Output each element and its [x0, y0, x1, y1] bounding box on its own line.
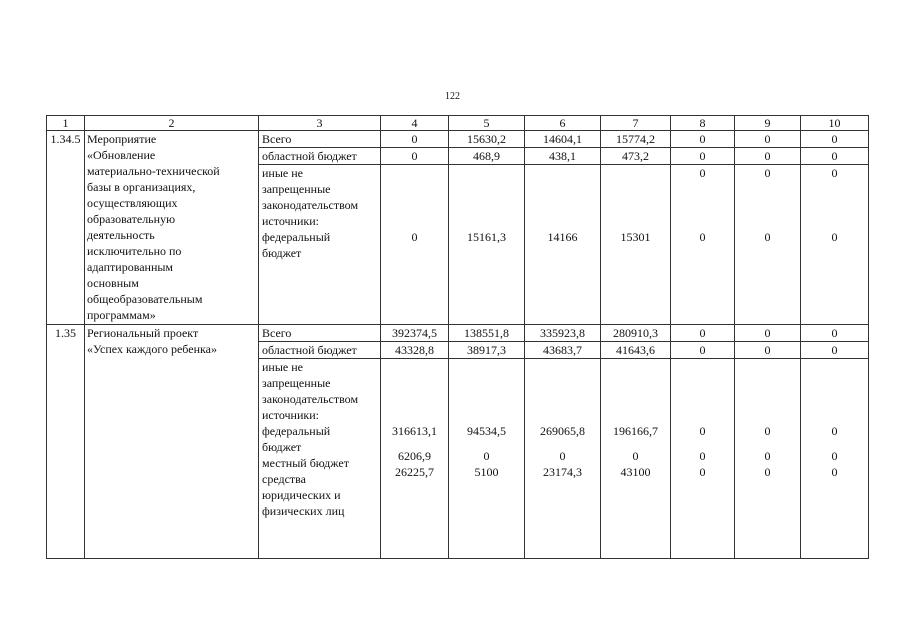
- value-cell: 15774,2: [601, 131, 671, 148]
- header-cell: 8: [671, 116, 735, 131]
- value-cell: 0: [735, 325, 801, 342]
- value-cell: 335923,8: [525, 325, 601, 342]
- value-cell: 0: [735, 131, 801, 148]
- source-label: Всего: [259, 325, 381, 342]
- header-row: [47, 116, 869, 131]
- budget-table: [46, 115, 869, 559]
- value-cell: 41643,6: [601, 342, 671, 359]
- table-row: [47, 325, 869, 342]
- value-cell: 15161,3: [449, 165, 525, 325]
- header-cell: 4: [381, 116, 449, 131]
- value-cell: 280910,3: [601, 325, 671, 342]
- header-cell: 5: [449, 116, 525, 131]
- row-number: 1.35: [47, 325, 85, 559]
- value-cell: 0: [735, 342, 801, 359]
- value-cell: 438,1: [525, 148, 601, 165]
- header-cell: 3: [259, 116, 381, 131]
- value-cell: 316613,1 6206,9 26225,7: [381, 359, 449, 559]
- value-cell: 0: [671, 342, 735, 359]
- row-number: 1.34.5: [47, 131, 85, 325]
- header-cell: 7: [601, 116, 671, 131]
- value-cell: 0 0 0: [735, 359, 801, 559]
- value-cell: 15301: [601, 165, 671, 325]
- value-cell: 0: [801, 342, 869, 359]
- value-cell: 473,2: [601, 148, 671, 165]
- value-cell: 0 0: [735, 165, 801, 325]
- source-label: Всего: [259, 131, 381, 148]
- value-cell: 94534,5 0 5100: [449, 359, 525, 559]
- value-cell: 392374,5: [381, 325, 449, 342]
- value-cell: 468,9: [449, 148, 525, 165]
- source-label: областной бюджет: [259, 342, 381, 359]
- value-cell: 0: [381, 165, 449, 325]
- source-label: областной бюджет: [259, 148, 381, 165]
- value-cell: 138551,8: [449, 325, 525, 342]
- value-cell: 0 0: [671, 165, 735, 325]
- project-name: Региональный проект «Успех каждого ребенка»: [85, 325, 259, 559]
- value-cell: 43683,7: [525, 342, 601, 359]
- value-cell: 0 0 0: [801, 359, 869, 559]
- value-cell: 0: [671, 148, 735, 165]
- source-label: иные не запрещенные законодательством источники: федеральный бюджет местный бюджет средства юридических и физических лиц: [259, 359, 381, 559]
- value-cell: 0: [381, 131, 449, 148]
- value-cell: 15630,2: [449, 131, 525, 148]
- value-cell: 269065,8 0 23174,3: [525, 359, 601, 559]
- value-cell: 14166: [525, 165, 601, 325]
- value-cell: 0: [801, 148, 869, 165]
- header-cell: 6: [525, 116, 601, 131]
- header-cell: 9: [735, 116, 801, 131]
- value-cell: 0: [671, 325, 735, 342]
- value-cell: 0: [801, 325, 869, 342]
- source-label: иные не запрещенные законодательством источники: федеральный бюджет: [259, 165, 381, 325]
- table-row: [47, 131, 869, 148]
- value-cell: 0 0: [801, 165, 869, 325]
- value-cell: 38917,3: [449, 342, 525, 359]
- value-cell: 0: [801, 131, 869, 148]
- value-cell: 0: [735, 148, 801, 165]
- value-cell: 0: [671, 131, 735, 148]
- page-number: 122: [445, 91, 460, 102]
- header-cell: 2: [85, 116, 259, 131]
- value-cell: 196166,7 0 43100: [601, 359, 671, 559]
- value-cell: 0: [381, 148, 449, 165]
- value-cell: 14604,1: [525, 131, 601, 148]
- header-cell: 10: [801, 116, 869, 131]
- value-cell: 0 0 0: [671, 359, 735, 559]
- value-cell: 43328,8: [381, 342, 449, 359]
- header-cell: 1: [47, 116, 85, 131]
- activity-name: Мероприятие «Обновление материально-технической базы в организациях, осуществляющих образовательную деятельность исключительно по адаптированным основным общеобразовательным программам»: [85, 131, 259, 325]
